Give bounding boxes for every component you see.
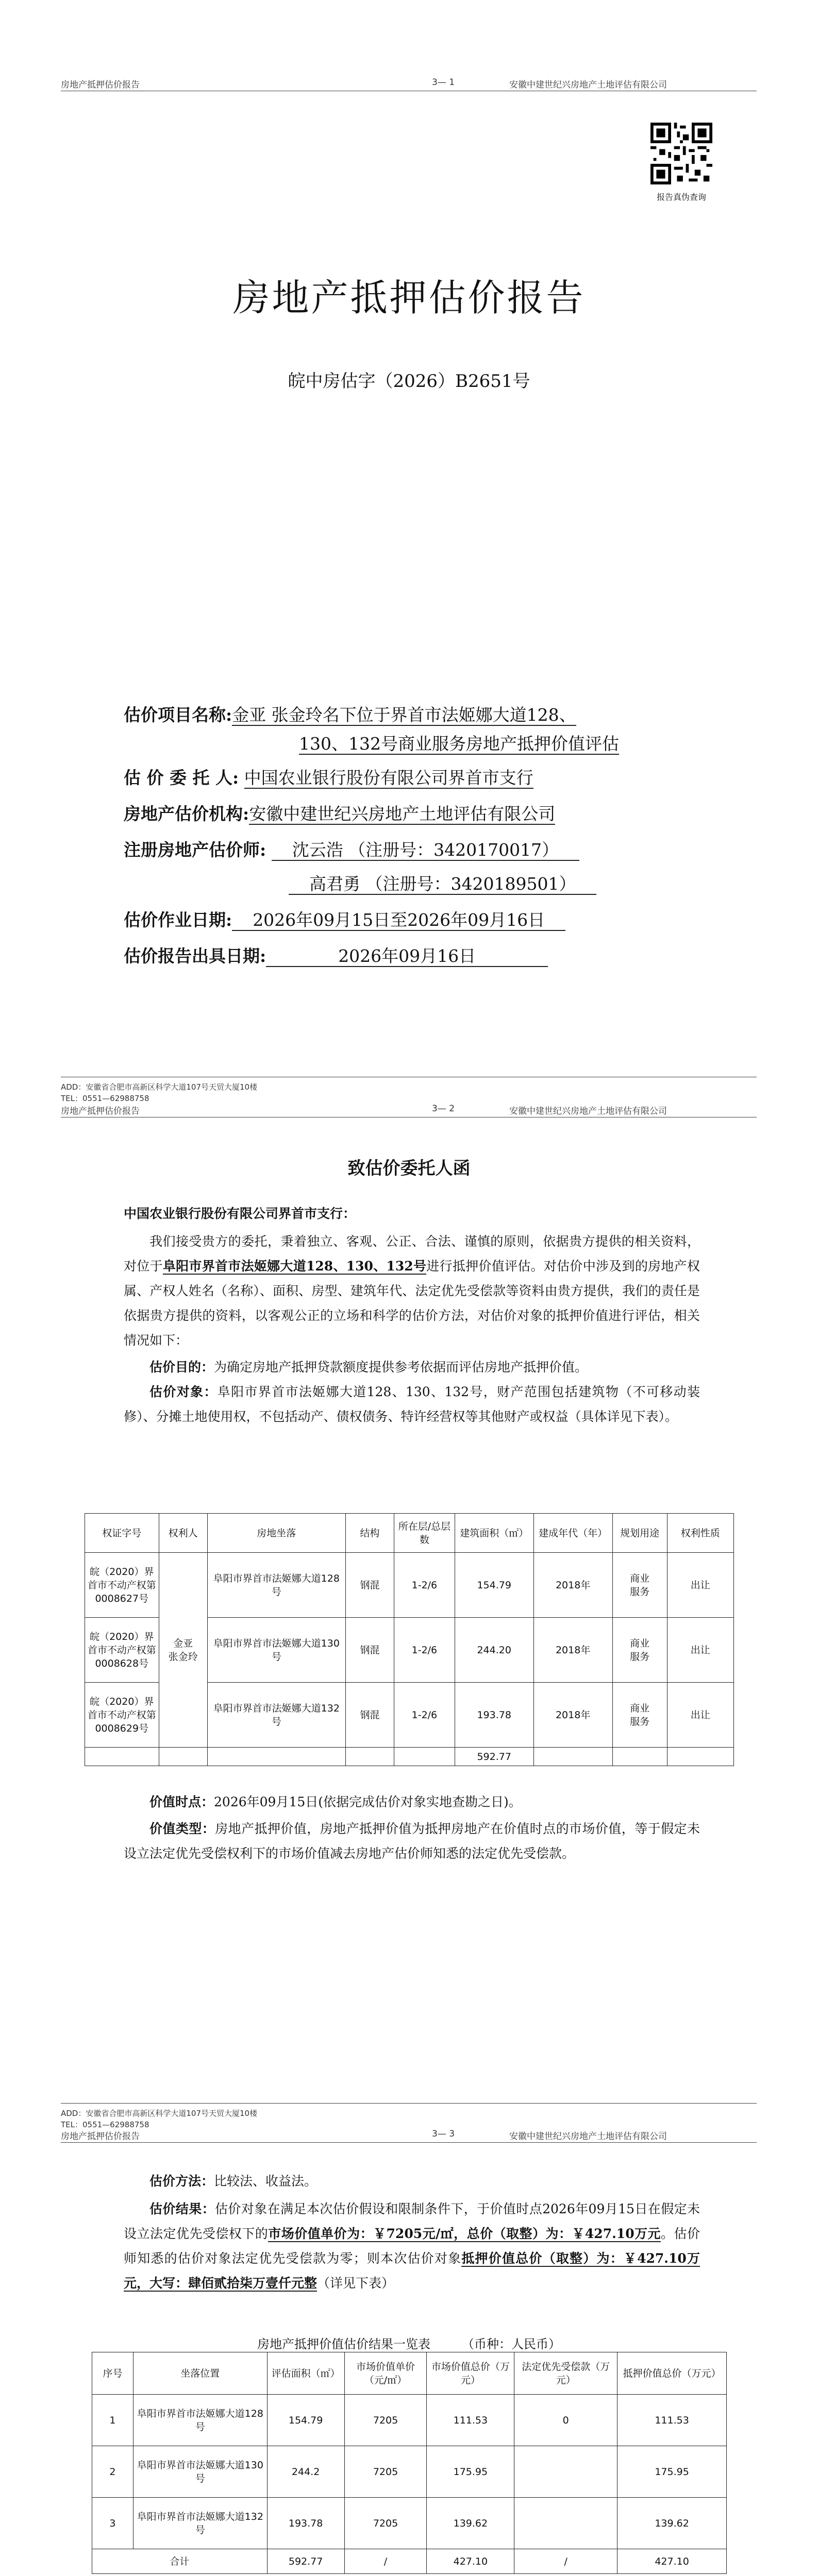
table-row: 皖（2020）界首市不动产权第0008628号 阜阳市界首市法姬娜大道130号 钢混 1-2/6 244.20 2018年 商业 服务 出让 (85, 1618, 734, 1683)
property-table (85, 1513, 734, 1766)
letter-intro: 我们接受贵方的委托，秉着独立、客观、公正、合法、谨慎的原则，依据贵方提供的相关资料，对位于阜阳市界首市法姬娜大道128、130、132号进行抵押价值评估。对估价中涉及到的房地产权属、产权人姓名（名称）、面积、房型、建筑年代、法定优先受偿款等资料由贵方提供，我们的责任是依据贵方提供的资料，以客观公正的立场和科学的估价方法，对估价对象的抵押价值进行评估，相关情况如下： (124, 1234, 700, 1348)
report-number: 皖中房估字（2026）B2651号 (288, 371, 530, 392)
report-title: 房地产抵押估价报告 (232, 276, 586, 319)
cover-field-appraiser-2: 高君勇 （注册号：3420189501） (124, 871, 701, 907)
letter-addressee: 中国农业银行股份有限公司界首市支行： (124, 1206, 356, 1221)
page-header: 房地产抵押估价报告 3— 3 安徽中建世纪兴房地产土地评估有限公司 (61, 2129, 757, 2143)
table-header-row: 序号 坐落位置 评估面积（㎡） 市场价值单价（元/㎡） 市场价值总价（万元） 法定优先受偿款（万元） 抵押价值总价（万元） (92, 2352, 727, 2395)
result-table-caption: 房地产抵押价值估价结果一览表 （币种：人民币） (257, 2337, 561, 2351)
cover-field-issue-date: 估价报告出具日期: 2026年09月16日 (124, 943, 701, 979)
letter-value-type: 价值类型：房地产抵押价值，房地产抵押价值为抵押房地产在价值时点的市场价值，等于假定未设立法定优先受偿权利下的市场价值减去房地产估价师知悉的法定优先受偿款。 (124, 1821, 700, 1861)
table-row: 皖（2020）界首市不动产权第0008629号 阜阳市界首市法姬娜大道132号 钢混 1-2/6 193.78 2018年 商业 服务 出让 (85, 1683, 734, 1748)
table-total-row: 592.77 (85, 1748, 734, 1766)
cover-field-list (124, 702, 701, 979)
cover-field-appraiser: 注册房地产估价师: 沈云浩 （注册号：3420170017） (124, 837, 701, 871)
qr-caption: 报告真伪查询 (656, 192, 706, 202)
letter-result: 估价结果：估价对象在满足本次估价假设和限制条件下，于价值时点2026年09月15日在假定未设立法定优先受偿权下的市场价值单价为：￥7205元/㎡，总价（取整）为：￥427.10万元。估价师知悉的估价对象法定优先受偿款为零；则本次估价对象抵押价值总价（取整）为：￥427.10万元，大写：肆佰贰拾柒万壹仟元整（详见下表） (124, 2201, 700, 2291)
page-footer: ADD：安徽省合肥市高新区科学大道107号天贸大厦10楼 TEL：0551—62988758 (61, 1077, 757, 1104)
letter-title: 致估价委托人函 (347, 1158, 471, 1179)
header-page-number: 3— 1 (432, 77, 455, 88)
qr-code-icon (650, 123, 712, 184)
table-row: 2 阜阳市界首市法姬娜大道130号 244.2 7205 175.95 175.95 (92, 2446, 727, 2498)
table-row: 1 阜阳市界首市法姬娜大道128号 154.79 7205 111.53 0 111.53 (92, 2395, 727, 2446)
letter-body-3 (124, 2169, 700, 2296)
result-table (92, 2352, 727, 2574)
table-total-row: 合计 592.77 / 427.10 / 427.10 (92, 2549, 727, 2574)
cover-field-client: 估 价 委 托 人: 中国农业银行股份有限公司界首市支行 (124, 768, 533, 788)
table-header-row: 权证字号 权利人 房地坐落 结构 所在层/总层数 建筑面积（㎡） 建成年代（年） 规划用途 权利性质 (85, 1514, 734, 1553)
cover-field-agency: 房地产估价机构:安徽中建世纪兴房地产土地评估有限公司 (124, 804, 556, 824)
header-left: 房地产抵押估价报告 (61, 80, 140, 90)
page-footer: ADD：安徽省合肥市高新区科学大道107号天贸大厦10楼 TEL：0551—62988758 (61, 2103, 757, 2130)
letter-method: 估价方法：比较法、收益法。 (149, 2174, 318, 2189)
header-right: 安徽中建世纪兴房地产土地评估有限公司 (509, 80, 667, 90)
table-row: 皖（2020）界首市不动产权第0008627号 金亚 张金玲 阜阳市界首市法姬娜大道128号 钢混 1-2/6 154.79 2018年 商业 服务 出让 (85, 1553, 734, 1618)
cover-field-project-cont: 130、132号商业服务房地产抵押价值评估 (299, 734, 619, 754)
cover-field-work-date: 估价作业日期: 2026年09月15日至2026年09月16日 (124, 907, 701, 943)
letter-object: 估价对象：阜阳市界首市法姬娜大道128、130、132号，财产范围包括建筑物（不可移动装修）、分摊土地使用权，不包括动产、债权债务、特许经营权等其他财产或权益（具体详见下表）。 (124, 1384, 700, 1424)
letter-body-2 (124, 1790, 700, 1866)
qr-code[interactable] (650, 123, 712, 184)
table-row: 3 阜阳市界首市法姬娜大道132号 193.78 7205 139.62 139.62 (92, 2498, 727, 2549)
owner-cell: 金亚 张金玲 (159, 1553, 207, 1748)
page-header: 房地产抵押估价报告 3— 2 安徽中建世纪兴房地产土地评估有限公司 (61, 1104, 757, 1117)
letter-timepoint: 价值时点：2026年09月15日(依据完成估价对象实地查勘之日)。 (149, 1794, 522, 1809)
cover-field-project: 估价项目名称:金亚 张金玲名下位于界首市法姬娜大道128、 (124, 705, 576, 725)
letter-purpose: 估价目的：为确定房地产抵押贷款额度提供参考依据而评估房地产抵押价值。 (149, 1360, 588, 1375)
page-header (61, 77, 757, 91)
letter-body (124, 1204, 700, 1429)
